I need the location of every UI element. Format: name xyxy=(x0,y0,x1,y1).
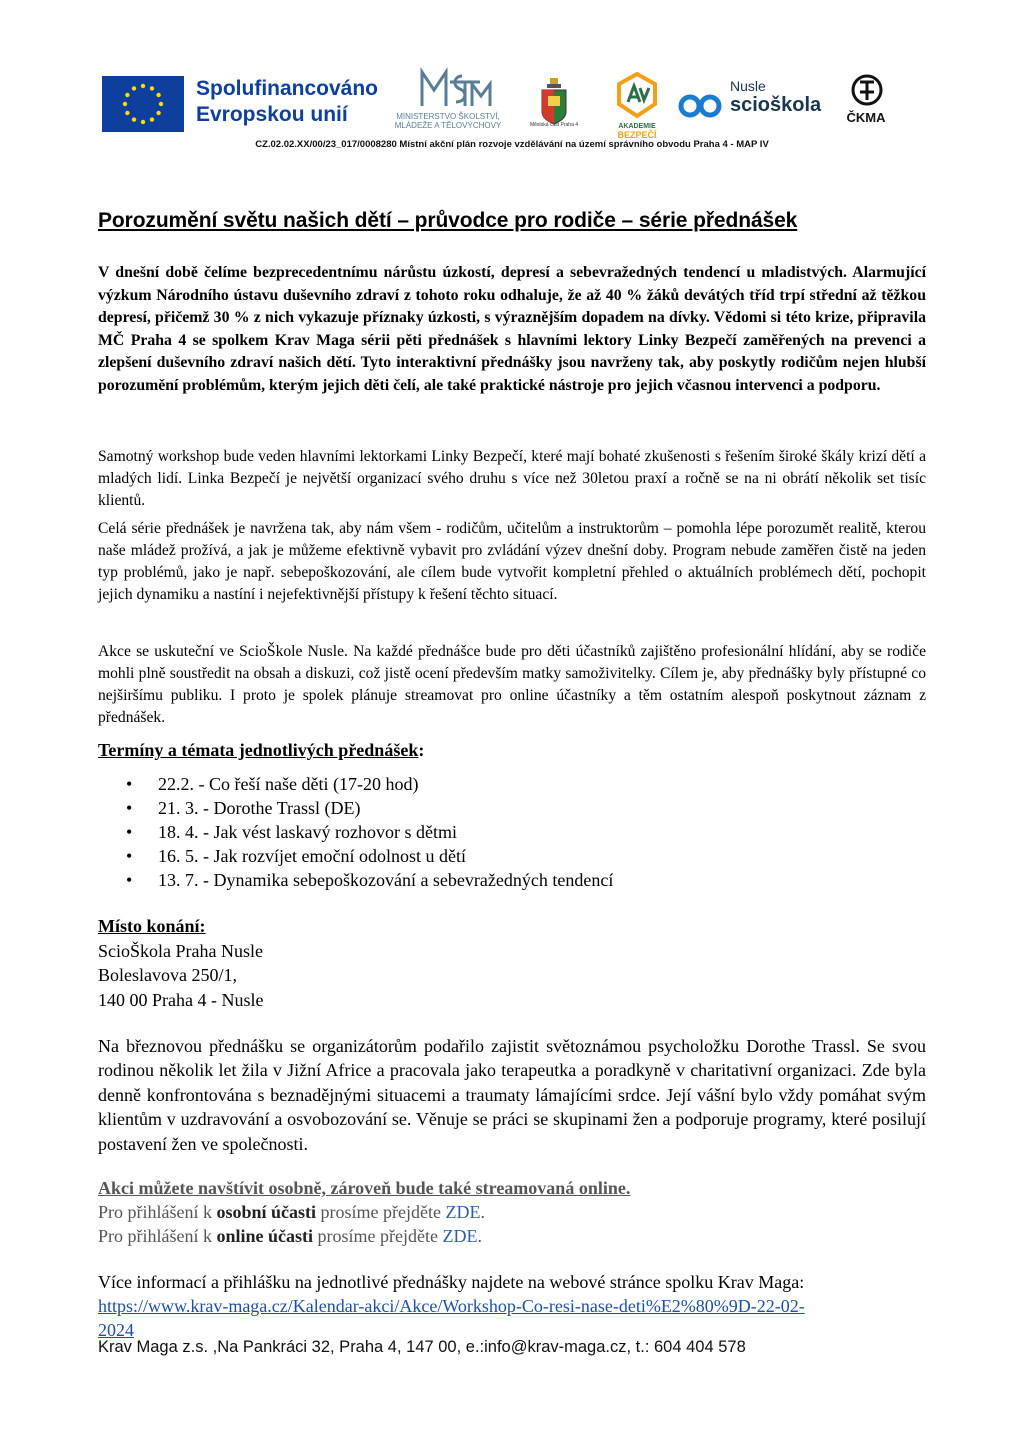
series-paragraph: Celá série přednášek je navržena tak, aby nám všem - rodičům, učitelům a instruktorům – pomohla lépe porozumět realitě, kterou naše mládež prožívá, a jak je můžeme efektivně vybavit pro zvládání výzev dnešní doby. Program nebude zaměřen čistě na jeden typ problémů, jako je např. sebepoškozování, ale cílem bude vytvořit kompletní přehled o aktuálních problémech dětí, pochopit jejich dynamiku a nastíní i nejefektivnější přístupy k řešení těchto situací. xyxy=(98,520,926,603)
venue-heading: Místo konání: xyxy=(98,916,206,936)
more-info-text: Více informací a přihlášku na jednotlivé přednášky najdete na webové stránce spolku Krav Maga: xyxy=(98,1272,805,1292)
event-url-link-continued[interactable]: 2024 xyxy=(98,1320,134,1340)
scio-brand-label: scioškola xyxy=(730,94,822,116)
akademie-line1: AKADEMIE xyxy=(618,123,656,130)
schedule-heading-text: Termíny a témata jednotlivých přednášek xyxy=(98,740,419,760)
list-item: • 13. 7. - Dynamika sebepoškozování a sebevražedných tendencí xyxy=(126,868,613,892)
akademie-line2: BEZPEČÍ xyxy=(617,130,657,140)
in-person-post: prosíme přejděte xyxy=(316,1202,446,1222)
speaker-paragraph: Na březnovou přednášku se organizátorům podařilo zajistit světoznámou psycholožku Dorothe Trassl. Se svou rodinou několik let žila v Jižní Africe a pracovala jako terapeutka a poradkyně v charitativní organizaci. Zde byla denně konfrontována s beznadějnými situacemi a traumaty lámajícími srdce. Její vášní bylo vždy pomáhat svým klientům v uzdravování a osvobozování se. Věnuje se práci se skupinami žen a podporuje programy, které posilují postavení žen ve společnosti. xyxy=(98,1036,926,1154)
workshop-paragraph: Samotný workshop bude veden hlavními lektorkami Linky Bezpečí, které mají bohaté zkušenosti s řešením široké škály krizí dětí a mladých lidí. Linka Bezpečí je největší organizací svého druhu s více než 30letou praxí a ročně se na ni obrátí několik set tisíc klientů. xyxy=(98,448,926,509)
list-item: • 16. 5. - Jak rozvíjet emoční odolnost u dětí xyxy=(126,844,613,868)
online-bold: online účasti xyxy=(216,1226,314,1246)
eu-line1: Spolufinancováno xyxy=(196,77,379,100)
online-pre: Pro přihlášení k xyxy=(98,1226,217,1246)
eu-cofinanced-label xyxy=(196,76,378,128)
project-registration-number: CZ.02.02.XX/00/23_017/0008280 Místní akční plán rozvoje vzdělávání na území správního obvodu Praha 4 - MAP IV xyxy=(255,139,769,150)
schedule-list xyxy=(126,772,613,892)
online-post: prosíme přejděte xyxy=(313,1226,443,1246)
attendance-heading: Akci můžete navštívit osobně, zároveň bude také streamovaná online. xyxy=(98,1178,631,1198)
schedule-heading-colon: : xyxy=(418,740,425,760)
venue-line: Boleslavova 250/1, xyxy=(98,965,237,985)
event-url-link[interactable]: https://www.krav-maga.cz/Kalendar-akci/Akce/Workshop-Co-resi-nase-deti%E2%80%9D-22-02- xyxy=(98,1296,805,1316)
venue-block xyxy=(98,914,263,1012)
msmt-label xyxy=(384,112,512,130)
list-item: • 21. 3. - Dorothe Trassl (DE) xyxy=(126,796,613,820)
in-person-registration-line xyxy=(98,1200,630,1224)
ckma-logo-icon xyxy=(842,72,892,136)
schedule-heading xyxy=(98,740,424,761)
venue-line: 140 00 Praha 4 - Nusle xyxy=(98,989,264,1010)
scio-nusle-label: Nusle xyxy=(730,78,766,94)
venue-line: ScioŠkola Praha Nusle xyxy=(98,940,263,961)
eu-line2: Evropskou unií xyxy=(196,103,348,126)
logo-bar xyxy=(0,66,1024,146)
msmt-line1: MINISTERSTVO ŠKOLSTVÍ, xyxy=(396,112,500,121)
in-person-registration-link[interactable]: ZDE xyxy=(445,1202,481,1222)
online-registration-line xyxy=(98,1224,630,1248)
praha4-label: Městská část Praha 4 xyxy=(529,122,579,128)
page-title: Porozumění světu našich dětí – průvodce pro rodiče – série přednášek xyxy=(98,209,798,232)
online-period: . xyxy=(477,1226,482,1246)
footer-contact: Krav Maga z.s. ,Na Pankráci 32, Praha 4, 147 00, e.:info@krav-maga.cz, t.: 604 404 578 xyxy=(98,1338,746,1356)
intro-paragraph: V dnešní době čelíme bezprecedentnímu nárůstu úzkostí, depresí a sebevražedných tendencí u mladistvých. Alarmující výzkum Národního ústavu duševního zdraví z tohoto roku odhaluje, že až 40 % žáků devátých tříd trpí střední až těžkou depresí, přičemž 30 % z nich vykazuje příznaky úzkosti, s výraznějším dopadem na dívky. Vědomi si této krize, připravila MČ Praha 4 se spolkem Krav Maga sérii pěti přednášek s hlavními lektory Linky Bezpečí zaměřených na prevenci a zlepšení duševního zdraví našich dětí. Tyto interaktivní přednášky jsou navrženy tak, aby poskytly rodičům nejen hlubší porozumění problémům, kterým jejich děti čelí, ale také praktické nástroje pro jejich včasnou intervenci a podporu. xyxy=(98,264,926,394)
more-info-block xyxy=(98,1270,926,1342)
msmt-logo-icon xyxy=(384,66,514,144)
in-person-period: . xyxy=(480,1202,485,1222)
list-item: • 22.2. - Co řeší naše děti (17-20 hod) xyxy=(126,772,613,796)
akademie-bezpeci-logo-icon xyxy=(612,70,662,120)
in-person-bold: osobní účasti xyxy=(216,1202,317,1222)
in-person-pre: Pro přihlášení k xyxy=(98,1202,217,1222)
akademie-label xyxy=(604,122,670,140)
online-registration-link[interactable]: ZDE xyxy=(442,1226,478,1246)
ckma-label: ČKMA xyxy=(846,110,886,125)
list-item: • 18. 4. - Jak vést laskavý rozhovor s dětmi xyxy=(126,820,613,844)
venue-paragraph: Akce se uskuteční ve ScioŠkole Nusle. Na každé přednášce bude pro děti účastníků zajištěno profesionální hlídání, aby se rodiče mohli plně soustředit na obsah a diskuzi, což jistě ocení především matky samoživitelky. Cílem je, aby přednášky byly přístupné co nejširšímu publiku. I proto je spolek plánuje streamovat pro online účastníky a těm ostatním alespoň poskytnout záznam z přednášek. xyxy=(98,643,926,726)
msmt-line2: MLÁDEŽE A TĚLOVÝCHOVY xyxy=(394,121,502,130)
attendance-block xyxy=(98,1176,630,1248)
eu-flag-icon xyxy=(102,76,184,132)
